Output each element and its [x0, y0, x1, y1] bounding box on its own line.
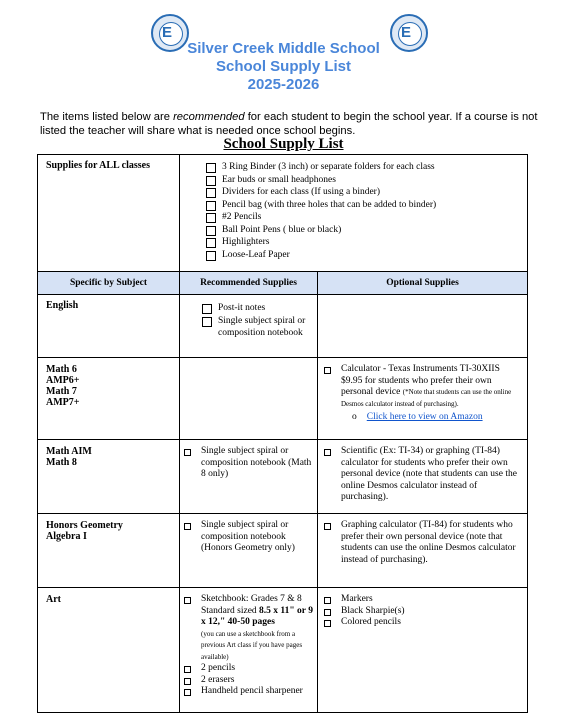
list-item: Ear buds or small headphones: [206, 174, 527, 187]
all-classes-list: [206, 161, 527, 261]
checkbox[interactable]: [184, 666, 191, 673]
list-item: 2 pencils: [184, 663, 313, 675]
subject-english: English: [38, 295, 180, 358]
list-item: Ball Point Pens ( blue or black): [206, 224, 527, 237]
col-optional: Optional Supplies: [318, 272, 528, 295]
checkbox[interactable]: [206, 213, 216, 223]
all-classes-label: Supplies for ALL classes: [38, 155, 180, 272]
checkbox[interactable]: [324, 609, 331, 616]
checkbox[interactable]: [206, 163, 216, 173]
checkbox[interactable]: [206, 188, 216, 198]
checkbox[interactable]: [184, 597, 191, 604]
list-item: Loose-Leaf Paper: [206, 249, 527, 262]
list-item: Single subject spiral or composition notebook: [202, 315, 313, 340]
list-item: Highlighters: [206, 236, 527, 249]
math6-row: [38, 358, 528, 440]
amazon-link-row: o Click here to view on Amazon: [352, 412, 483, 422]
checkbox[interactable]: [202, 317, 212, 327]
col-recommended: Recommended Supplies: [180, 272, 318, 295]
list-subtitle: School Supply List: [215, 58, 351, 75]
checkbox[interactable]: [206, 226, 216, 236]
checkbox[interactable]: [184, 689, 191, 696]
amazon-link[interactable]: Click here to view on Amazon: [366, 412, 483, 422]
checkbox[interactable]: [206, 201, 216, 211]
subject-math6: Math 6 AMP6+ Math 7 AMP7+: [38, 358, 180, 440]
checkbox[interactable]: [324, 620, 331, 627]
all-classes-row: [38, 155, 528, 272]
school-logo-right: E: [390, 14, 428, 52]
checkbox[interactable]: [324, 597, 331, 604]
list-item: #2 Pencils: [206, 211, 527, 224]
col-subject: Specific by Subject: [38, 272, 180, 295]
checkbox[interactable]: [324, 523, 331, 530]
column-header-row: [38, 272, 528, 295]
list-item: Markers: [324, 594, 523, 606]
school-logo-left: E: [151, 14, 189, 52]
mathaim-row: [38, 440, 528, 514]
checkbox[interactable]: [184, 523, 191, 530]
supply-table: [37, 154, 528, 713]
subject-art: Art: [38, 588, 180, 713]
list-item: Post-it notes: [202, 302, 313, 315]
list-item: Black Sharpie(s): [324, 606, 523, 618]
list-item: Single subject spiral or composition notebook (Math 8 only): [184, 446, 313, 481]
english-row: [38, 295, 528, 358]
school-name: Silver Creek Middle School: [187, 40, 380, 57]
list-item: Pencil bag (with three holes that can be added to binder): [206, 199, 527, 212]
table-title: School Supply List: [223, 136, 344, 152]
art-row: [38, 588, 528, 713]
list-item: Single subject spiral or composition notebook (Honors Geometry only): [184, 520, 313, 555]
subject-mathaim: Math AIM Math 8: [38, 440, 180, 514]
school-year: 2025-2026: [247, 76, 320, 93]
list-item: Graphing calculator (TI-84) for students who prefer their own personal device (note that students can use the online Desmos calculator instead of purchasing).: [324, 520, 523, 566]
list-item: Dividers for each class (If using a binder): [206, 186, 527, 199]
checkbox[interactable]: [324, 449, 331, 456]
checkbox[interactable]: [202, 304, 212, 314]
checkbox[interactable]: [206, 251, 216, 261]
checkbox[interactable]: [206, 176, 216, 186]
intro-text: The items listed below are recommended for each student to begin the school year. If a course is not listed the teacher will share what is needed once school begins.: [40, 111, 538, 137]
checkbox[interactable]: [184, 678, 191, 685]
list-item: Handheld pencil sharpener: [184, 686, 313, 698]
list-item: Scientific (Ex: TI-34) or graphing (TI-84) calculator for students who prefer their own personal device (note that students can use the online Desmos calculator instead of purchasing).: [324, 446, 523, 504]
checkbox[interactable]: [184, 449, 191, 456]
checkbox[interactable]: [324, 367, 331, 374]
subject-geometry: Honors Geometry Algebra I: [38, 514, 180, 588]
list-item: Sketchbook: Grades 7 & 8 Standard sized 8.5 x 11" or 9 x 12," 40-50 pages (you can use a sketchbook from a previous Art class if you have pages available): [184, 594, 313, 663]
list-item: Colored pencils: [324, 617, 523, 629]
checkbox[interactable]: [206, 238, 216, 248]
list-item: Calculator - Texas Instruments TI-30XIIS $9.95 for students who prefer their own personal device (*Note that students can use the online Desmos calculator instead of purchasing).: [324, 364, 523, 410]
list-item: 3 Ring Binder (3 inch) or separate folders for each class: [206, 161, 527, 174]
list-item: 2 erasers: [184, 675, 313, 687]
geometry-row: [38, 514, 528, 588]
